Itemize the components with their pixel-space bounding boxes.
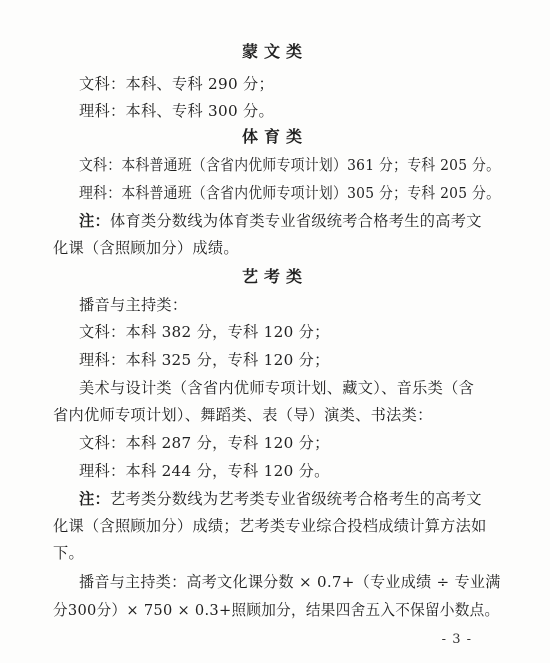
art-broadcast-science-line: 理科：本科 325 分，专科 120 分； [79,351,330,369]
art-design-arts-line: 文科：本科 287 分，专科 120 分； [79,434,330,452]
section-heading-art: 艺考类 [241,267,308,286]
art-note-line-1 [79,489,482,509]
art-formula-line-1: 播音与主持类：高考文化课分数 × 0.7+（专业成绩 ÷ 专业满 [79,573,501,591]
mongolian-science-line: 理科：本科、专科 300 分。 [79,102,275,120]
section-heading-mongolian: 蒙文类 [241,42,308,61]
art-formula-line-2: 分300分）× 750 × 0.3+照顾加分，结果四舍五入不保留小数点。 [53,601,500,619]
art-design-science-line: 理科：本科 244 分，专科 120 分。 [79,462,330,480]
sports-note-line-1 [79,211,482,231]
art-design-line-2: 省内优师专项计划）、舞蹈类、表（导）演类、书法类： [53,406,433,424]
section-heading-sports: 体育类 [241,127,308,146]
sports-arts-line: 文科：本科普通班（含省内优师专项计划）361 分；专科 205 分。 [79,156,501,174]
art-broadcast-heading: 播音与主持类： [79,296,188,314]
mongolian-arts-line: 文科：本科、专科 290 分； [79,75,275,93]
art-design-line-1: 美术与设计类（含省内优师专项计划、藏文）、音乐类（含 [79,379,475,397]
sports-science-line: 理科：本科普通班（含省内优师专项计划）305 分；专科 205 分。 [79,184,501,202]
art-note-label: 注： [79,490,110,508]
art-note-line-3: 下。 [53,544,84,562]
art-note-line-2: 化课（含照顾加分）成绩；艺考类专业综合投档成绩计算方法如 [53,517,487,535]
sports-note-label: 注： [79,212,110,230]
art-broadcast-arts-line: 文科：本科 382 分，专科 120 分； [79,323,330,341]
sports-note-text-1: 体育类分数线为体育类专业省级统考合格考生的高考文 [109,212,482,230]
sports-note-line-2: 化课（含照顾加分）成绩。 [53,239,239,257]
page-number: - 3 - [441,632,472,647]
art-note-text-1: 艺考类分数线为艺考类专业省级统考合格考生的高考文 [109,490,482,508]
